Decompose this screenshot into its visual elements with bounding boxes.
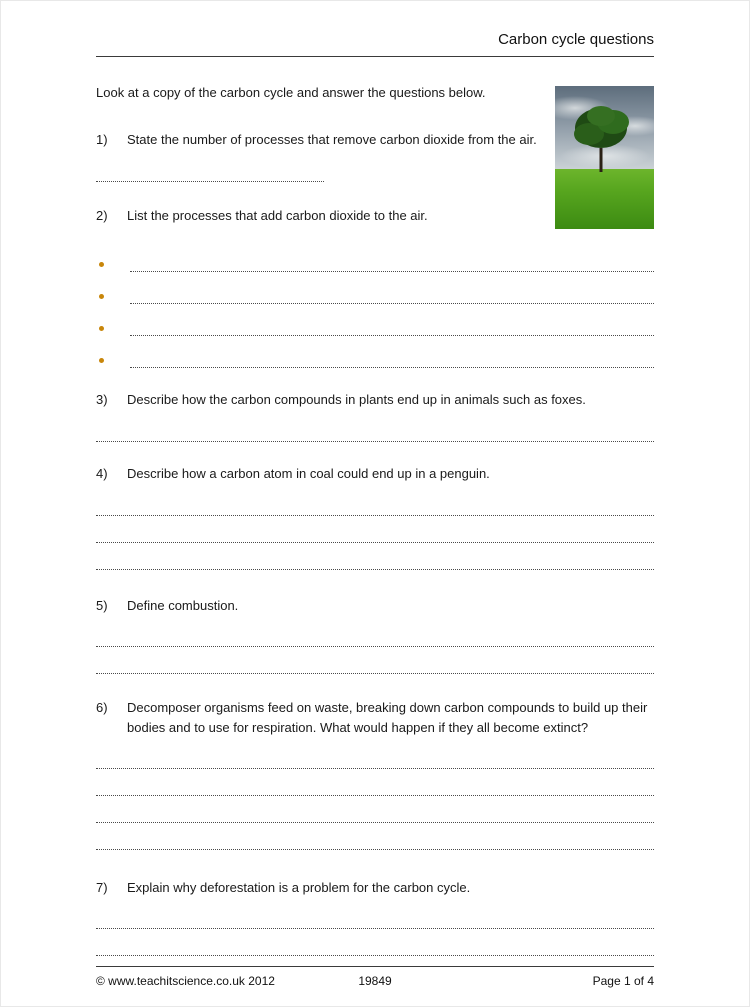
answer-line [96, 516, 654, 543]
answer-line [96, 929, 654, 956]
bullet-row [96, 304, 654, 336]
answer-line [96, 902, 654, 929]
question-text: Define combustion. [127, 597, 239, 613]
question-number: 5) [96, 597, 108, 613]
answer-lines [96, 902, 654, 956]
answer-line [96, 796, 654, 823]
answer-lines [96, 489, 654, 570]
question-text: Describe how the carbon compounds in plants end up in animals such as foxes. [127, 392, 586, 408]
bullet-icon [99, 358, 104, 363]
question-number: 6) [96, 699, 108, 715]
bullet-icon [99, 326, 104, 331]
answer-line [96, 769, 654, 796]
question-number: 2) [96, 208, 108, 224]
answer-line [96, 489, 654, 516]
page-title: Carbon cycle questions [498, 31, 654, 48]
question-number: 3) [96, 392, 108, 408]
answer-line [130, 304, 654, 336]
footer-doc-id: 19849 [358, 974, 392, 989]
bullet-answer-group [96, 240, 654, 368]
answer-line [96, 166, 324, 182]
question-row-5 [96, 596, 654, 616]
question-text: State the number of processes that remove carbon dioxide from the air. [127, 132, 537, 147]
answer-lines [96, 620, 654, 674]
question-row-4 [96, 464, 654, 484]
answer-lines [96, 414, 654, 442]
question-text: Explain why deforestation is a problem for the carbon cycle. [127, 879, 471, 895]
answer-line [96, 823, 654, 850]
question-number: 7) [96, 879, 108, 895]
footer [96, 956, 654, 988]
footer-copyright: © www.teachitscience.co.uk 2012 [96, 974, 275, 989]
question-text: List the processes that add carbon dioxide to the air. [127, 208, 428, 224]
answer-line [130, 240, 654, 272]
answer-line [96, 742, 654, 769]
bullet-icon [99, 262, 104, 267]
footer-page-number: Page 1 of 4 [592, 974, 654, 989]
question-row-3 [96, 390, 654, 410]
question-number: 1) [96, 132, 108, 147]
question-row-6 [96, 698, 654, 738]
bullet-icon [99, 294, 104, 299]
bullet-row [96, 272, 654, 304]
answer-line [96, 620, 654, 647]
question-text: Decomposer organisms feed on waste, breaking down carbon compounds to build up their bodies and to use for respiration. What would happen if they all become extinct? [127, 699, 648, 735]
bullet-row [96, 336, 654, 368]
question-row-2 [96, 206, 556, 226]
header-rule [96, 56, 654, 57]
answer-line [96, 543, 654, 570]
question-row-1 [96, 130, 556, 150]
answer-lines [96, 742, 654, 850]
bullet-row [96, 240, 654, 272]
question-row-7 [96, 878, 654, 898]
tree-photo [555, 86, 654, 229]
answer-line [96, 414, 654, 442]
intro-text: Look at a copy of the carbon cycle and answer the questions below. [96, 85, 486, 100]
answer-line [130, 272, 654, 304]
answer-line [96, 647, 654, 674]
question-number: 4) [96, 466, 108, 482]
tree-photo-graphic [555, 86, 654, 229]
answer-line [130, 336, 654, 368]
question-text: Describe how a carbon atom in coal could end up in a penguin. [127, 466, 490, 482]
